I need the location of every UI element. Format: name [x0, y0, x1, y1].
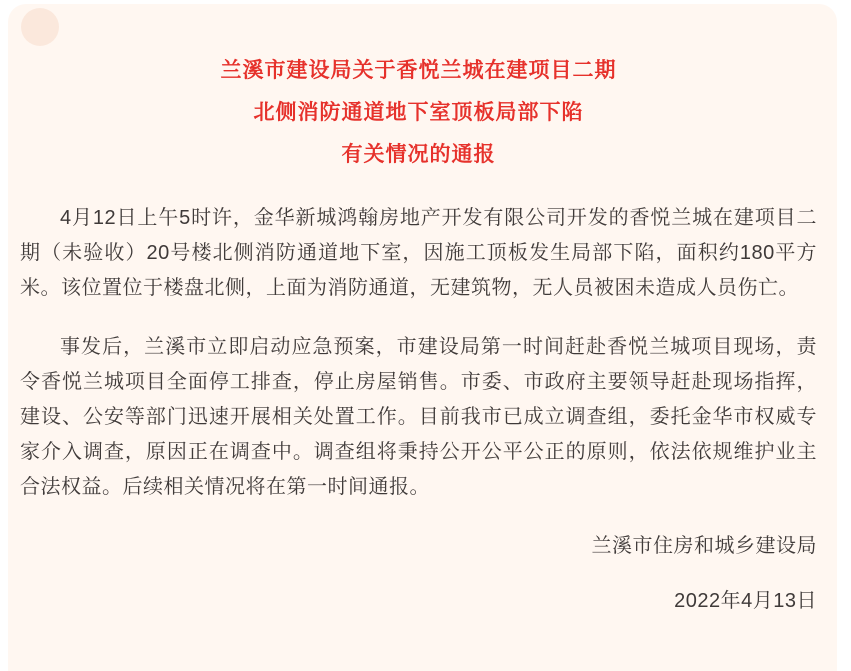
- signature: 兰溪市住房和城乡建设局: [591, 535, 817, 557]
- notice-title-line-3: 有关情况的通报: [341, 143, 496, 166]
- notice-content: [8, 4, 837, 619]
- notice-date: 2022年4月13日: [674, 590, 817, 612]
- notice-paragraph-2: 事发后，兰溪市立即启动应急预案，市建设局第一时间赶赴香悦兰城项目现场，责令香悦兰城项目全面停工排查，停止房屋销售。市委、市政府主要领导赶赴现场指挥，建设、公安等部门迅速开展相关处置工作。目前我市已成立调查组，委托金华市权威专家介入调查，原因正在调查中。调查组将秉持公开公平公正的原则，依法依规维护业主合法权益。后续相关情况将在第一时间通报。: [20, 336, 817, 498]
- notice-card: [8, 4, 837, 671]
- notice-title: [20, 4, 817, 166]
- notice-title-line-1: 兰溪市建设局关于香悦兰城在建项目二期: [220, 59, 617, 82]
- notice-paragraph-1: 4月12日上午5时许，金华新城鸿翰房地产开发有限公司开发的香悦兰城在建项目二期（未验收）20号楼北侧消防通道地下室，因施工顶板发生局部下陷，面积约180平方米。该位置位于楼盘北侧，上面为消防通道，无建筑物，无人员被困未造成人员伤亡。: [20, 207, 817, 299]
- notice-title-line-2: 北侧消防通道地下室顶板局部下陷: [253, 101, 584, 124]
